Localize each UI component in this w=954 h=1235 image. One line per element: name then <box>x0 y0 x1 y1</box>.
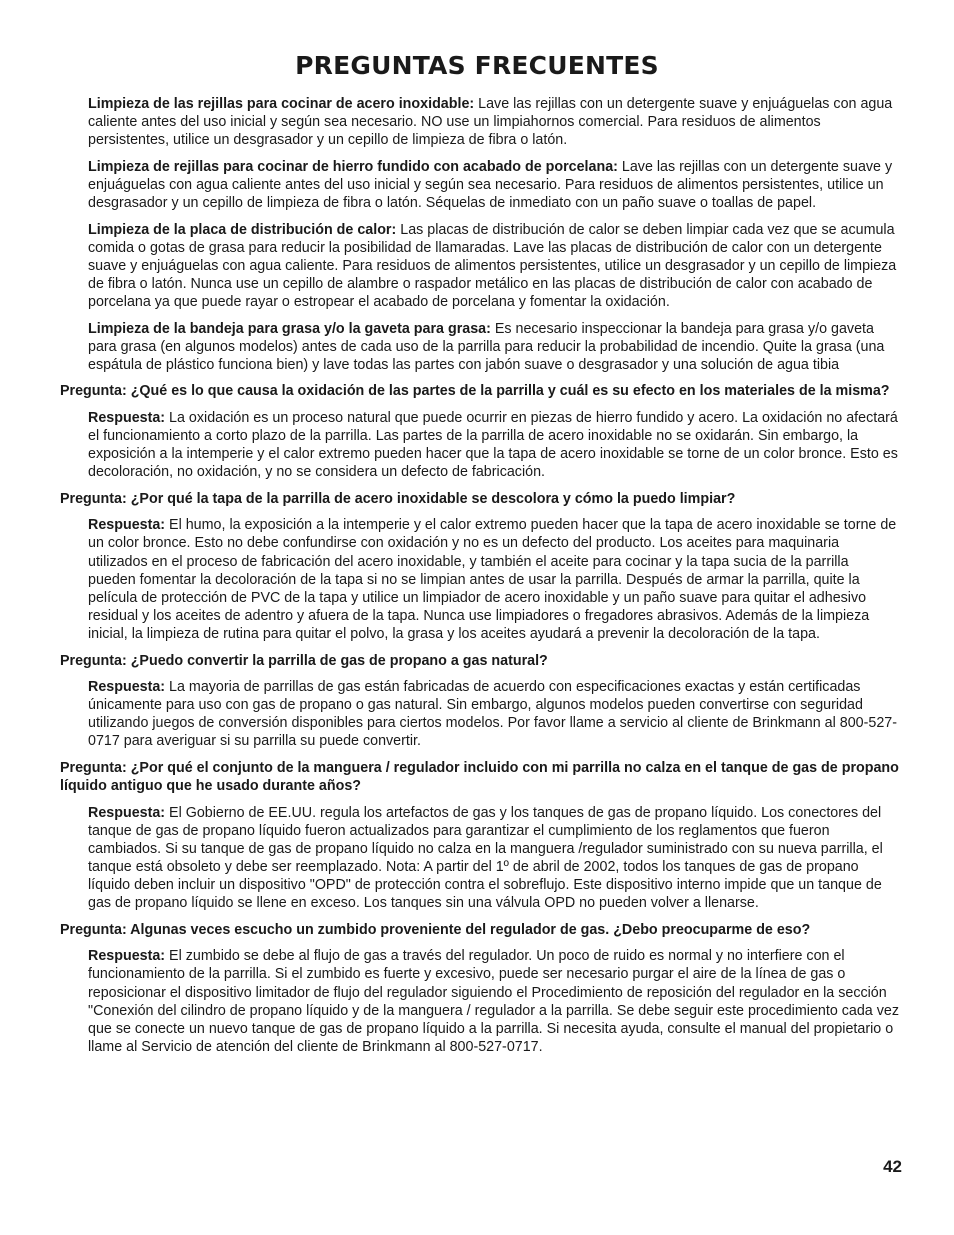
faq-content <box>60 95 900 1064</box>
faq-question: Pregunta: Algunas veces escucho un zumbido proveniente del regulador de gas. ¿Debo preocuparme de eso? <box>60 921 811 938</box>
cleaning-label: Limpieza de la placa de distribución de calor: <box>88 221 397 238</box>
cleaning-text: Es necesario inspeccionar la bandeja para grasa y/o gaveta para grasa (en algunos modelos) antes de cada uso de la parrilla para reducir la probabilidad de incendio. Quite la grasa (una espátula de plástico funciona bien) y lave todas las partes con jabón suave o desgrasador y una solución de agua tibia <box>88 320 885 373</box>
cleaning-label: Limpieza de rejillas para cocinar de hierro fundido con acabado de porcelana: <box>88 158 618 175</box>
faq-question: Pregunta: ¿Puedo convertir la parrilla de gas de propano a gas natural? <box>60 652 548 669</box>
answer-text: La oxidación es un proceso natural que puede ocurrir en piezas de hierro fundido y acero. La oxidación no afectará el funcionamiento a corto plazo de la parrilla. Las partes de la parrilla de acero inoxidable no se oxidarán. Sin embargo, la exposición a la intemperie y el calor extremo pueden hacer que la tapa de acero inoxidable se torne de un color bronce. Esto es decoloración, no oxidación, y no se considera un defecto de fabricación. <box>88 409 898 481</box>
faq-answer <box>88 516 900 643</box>
cleaning-grease-tray <box>88 320 900 374</box>
cleaning-text: Lave las rejillas con un detergente suave y enjuáguelas con agua caliente antes del uso inicial y según sea necesario. Para residuos de alimentos persistentes, utilice un desgrasador y un cepillo de limpieza de fibra o latón. Séquelas de inmediato con un paño suave o toallas de papel. <box>88 158 893 211</box>
answer-label: Respuesta: <box>88 517 166 534</box>
faq-question: Pregunta: ¿Por qué el conjunto de la manguera / regulador incluido con mi parrilla no calza en el tanque de gas de propano líquido antiguo que he usado durante años? <box>60 760 899 795</box>
answer-text: El humo, la exposición a la intemperie y el calor extremo pueden hacer que la tapa de acero inoxidable se torne de un color bronce. Esto no debe confundirse con oxidación y no es un defecto del producto. Los aceites para maquinaria utilizados en el proceso de fabricación del acero inoxidable, y también el aceite para cocinar y la tapa sucia de la parrilla pueden fomentar la decoloración de la tapa si no se limpian antes de usar la parrilla. Después de armar la parrilla, quite la película de protección de PVC de la tapa y utilice un limpiador de acero inoxidable y un paño suave para quitar el adhesivo residual y los aceites de adentro y afuera de la tapa. Nunca use limpiadores o fregadores abrasivos. Además de la limpieza inicial, la limpieza de rutina para quitar el polvo, la grasa y los aceites ayudará a prevenir la decoloración de la tapa. <box>88 517 897 642</box>
answer-text: La mayoria de parrillas de gas están fabricadas de acuerdo con especificaciones exactas y están certificadas únicamente para uso con gas de propano o gas natural. Sin embargo, algunos modelos pueden convertirse con seguridad utilizando juegos de conversión disponibles para ciertos modelos. Por favor llame a servicio al cliente de Brinkmann al 800-527-0717 para averiguar si su parrilla su puede convertir. <box>88 679 898 750</box>
faq-answer <box>88 947 900 1056</box>
cleaning-label: Limpieza de la bandeja para grasa y/o la gaveta para grasa: <box>88 320 491 337</box>
faq-question: Pregunta: ¿Qué es lo que causa la oxidación de las partes de la parrilla y cuál es su efecto en los materiales de la misma? <box>60 383 890 400</box>
answer-text: El zumbido se debe al flujo de gas a través del regulador. Un poco de ruido es normal y no interfiere con el funcionamiento de la parrilla. Si el zumbido es fuerte y excesivo, puede ser necesario purgar el aire de la línea de gas o reposicionar el dispositivo limitador de flujo del regulador siguiendo el Procedimiento de reposición del regulador en la sección "Conexión del cilindro de propano líquido y de la manguera / regulador a la parrilla. Se debe seguir este procedimiento cada vez que se conecte un nuevo tanque de gas de propano líquido a la parrilla. Si necesita ayuda, consulte el manual del propietario o llame al Servicio de atención del cliente de Brinkmann al 800-527-0717. <box>88 948 899 1055</box>
faq-answer <box>88 678 900 750</box>
cleaning-stainless-grates <box>88 95 900 149</box>
faq-answer <box>88 409 900 481</box>
answer-label: Respuesta: <box>88 409 166 426</box>
answer-label: Respuesta: <box>88 804 166 821</box>
page-number: 42 <box>883 1157 902 1176</box>
cleaning-heat-distribution-plate <box>88 221 900 311</box>
cleaning-text: Lave las rejillas con un detergente suave y enjuáguelas con agua caliente antes del uso inicial y según sea necesario. NO use un limpiahornos comercial. Para residuos de alimentos persistentes, utilice un desgrasador y un cepillo de limpieza de fibra o latón. <box>88 96 893 149</box>
answer-text: El Gobierno de EE.UU. regula los artefactos de gas y los tanques de gas de propano líquido. Los conectores del tanque de gas de propano líquido fueron actualizados para garantizar el cumplimiento de los reglamentos que fueron cambiados. Si su tanque de gas de propano líquido no calza en la manguera /regulador suministrado con su nueva parrilla, el tanque está obsoleto y debe ser reemplazado. Nota: A partir del 1º de abril de 2002, todos los tanques de gas de propano líquido deben incluir un dispositivo "OPD" de protección contra el sobreflujo. Este dispositivo interno impide que un tanque de gas de propano líquido se llene en exceso. Los tanques sin una válvula OPD no pueden volver a llenarse. <box>88 804 883 912</box>
answer-label: Respuesta: <box>88 948 166 965</box>
page-title: PREGUNTAS FRECUENTES <box>295 51 659 80</box>
cleaning-label: Limpieza de las rejillas para cocinar de acero inoxidable: <box>88 96 475 112</box>
cleaning-cast-iron-grates <box>88 158 900 212</box>
faq-answer <box>88 804 900 913</box>
answer-label: Respuesta: <box>88 679 166 696</box>
faq-question: Pregunta: ¿Por qué la tapa de la parrilla de acero inoxidable se descolora y cómo la puedo limpiar? <box>60 490 736 507</box>
cleaning-text: Las placas de distribución de calor se deben limpiar cada vez que se acumula comida o gotas de grasa para reducir la posibilidad de llamaradas. Lave las placas de distribución de calor con un detergente suave y enjuáguelas con agua caliente. Para residuos de alimentos persistentes, utilice un desgrasador y un cepillo de limpieza de fibra o latón. Nunca use un cepillo de alambre o raspador metálico en las placas de distribución de calor con acabado de porcelana ya que puede rayar o estropear el acabado de porcelana y fomentar la oxidación. <box>88 221 897 310</box>
